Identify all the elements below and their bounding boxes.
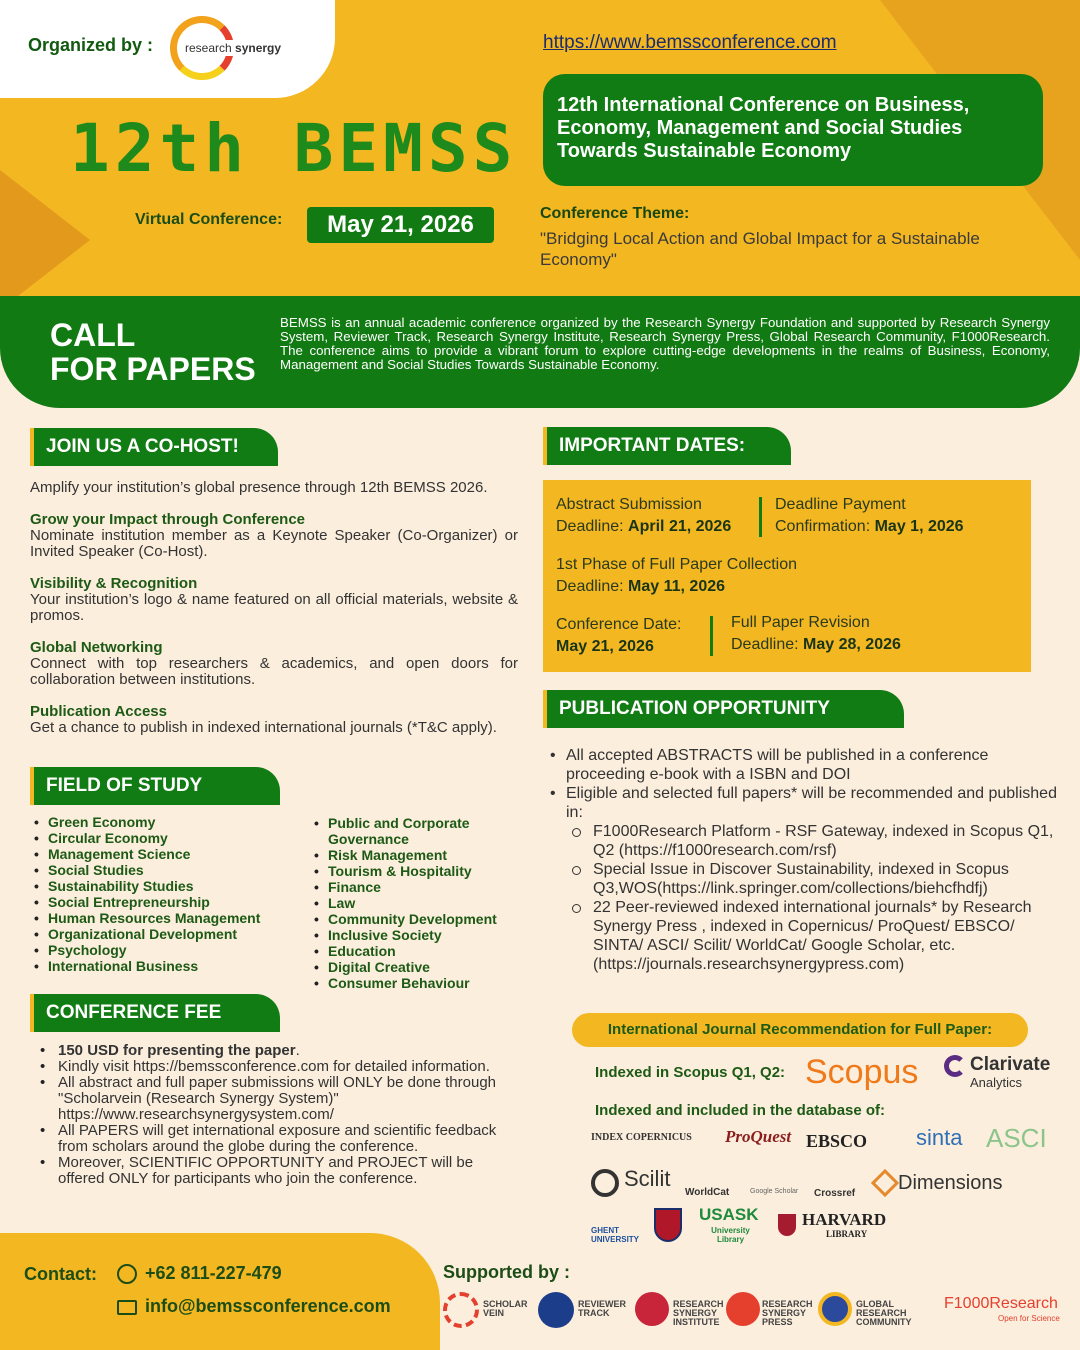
payment-deadline: Deadline Payment Confirmation: May 1, 2026 xyxy=(775,496,964,535)
scholarvein-logo: SCHOLAR VEIN xyxy=(483,1299,528,1318)
cohost-heading: JOIN US A CO-HOST! xyxy=(34,428,278,466)
list-item: • All accepted ABSTRACTS will be published in a conference proceeding e-book with a ISBN and DOI xyxy=(548,746,1060,784)
scilit-logo: Scilit xyxy=(624,1166,671,1191)
theme-label: Conference Theme: xyxy=(540,205,690,222)
field-list xyxy=(310,815,525,991)
global-research-community-logo: GLOBAL RESEARCH COMMUNITY xyxy=(856,1299,912,1327)
rs-institute-logo: RESEARCH SYNERGY INSTITUTE xyxy=(673,1299,724,1327)
field-item: • Circular Economy xyxy=(30,830,310,846)
publication-list xyxy=(548,746,1060,974)
field-item: • Tourism & Hospitality xyxy=(310,863,525,879)
reviewer-track-logo: REVIEWER TRACK xyxy=(578,1299,627,1318)
list-item: 22 Peer-reviewed indexed international journals* by Research Synergy Press , indexed in Copernicus/ ProQuest/ EBSCO/ SINTA/ ASCI/ Scilit/ WorldCat/ Google Scholar, etc. (https://journals.researchsynergypress.com) xyxy=(566,898,1060,974)
cohost-intro: Amplify your institution’s global presence through 12th BEMSS 2026. xyxy=(30,479,488,496)
cohost-item: Publication Access Get a chance to publish in indexed international journals (*T&C apply). xyxy=(30,703,497,736)
clarivate-logo: Clarivate Analytics xyxy=(970,1054,1051,1090)
list-item: F1000Research Platform - RSF Gateway, indexed in Scopus Q1, Q2 (https://f1000research.com/rsf) xyxy=(566,822,1060,860)
contact-panel xyxy=(0,1233,440,1350)
ghent-university-logo: GHENT UNIVERSITY xyxy=(591,1226,640,1244)
university-library-logo: University Library xyxy=(711,1226,750,1244)
field-item: • Consumer Behaviour xyxy=(310,975,525,991)
field-item: • Education xyxy=(310,943,525,959)
clarivate-icon xyxy=(944,1055,966,1077)
harvard-library-logo: LIBRARY xyxy=(826,1229,868,1239)
field-item: • Psychology xyxy=(30,942,310,958)
list-item: • All abstract and full paper submissions will ONLY be done through "Scholarvein (Research Synergy System)" https://www.researchsynergysystem.com/ xyxy=(30,1075,520,1123)
call-description: BEMSS is an annual academic conference organized by the Research Synergy Foundation and supported by Research Synergy System, Reviewer Track, Research Synergy Institute, Research Synergy Press, Global Research Community, F1000Research. The conference aims to provide a vibrant forum to explore cutting-edge developments in the realms of Business, Economy, Management and Social Studies Towards Sustainable Economy. xyxy=(280,315,1050,372)
index-copernicus-logo: INDEX COPERNICUS xyxy=(591,1132,692,1143)
page-title: 12th BEMSS xyxy=(70,110,518,187)
field-item: • Human Resources Management xyxy=(30,910,310,926)
field-item: • Green Economy xyxy=(30,814,310,830)
global-research-community-icon xyxy=(818,1292,852,1326)
publication-heading: PUBLICATION OPPORTUNITY xyxy=(547,690,904,728)
theme-text: "Bridging Local Action and Global Impact for a Sustainable Economy" xyxy=(540,229,980,269)
field-item: • International Business xyxy=(30,958,310,974)
cohost-item: Grow your Impact through Conference Nominate institution member as a Keynote Speaker (Co-Organizer) or Invited Speaker (Co-Host). xyxy=(30,511,518,560)
whatsapp-icon xyxy=(117,1264,137,1284)
field-item: • Management Science xyxy=(30,846,310,862)
ebsco-logo: EBSCO xyxy=(806,1131,868,1151)
list-item: • All PAPERS will get international exposure and scientific feedback from scholars around the globe during the conference. xyxy=(30,1123,520,1155)
field-item: • Social Entrepreneurship xyxy=(30,894,310,910)
sinta-logo: sinta xyxy=(916,1125,963,1150)
harvard-shield-icon xyxy=(778,1214,796,1236)
cohost-item: Global Networking Connect with top researchers & academics, and open doors for collaboration between institutions. xyxy=(30,639,518,688)
list-item: • 150 USD for presenting the paper. xyxy=(30,1043,520,1059)
call-for-papers-heading: CALL FOR PAPERS xyxy=(50,317,256,387)
dimensions-logo: Dimensions xyxy=(898,1172,1003,1194)
field-item: • Public and Corporate Governance xyxy=(310,815,525,847)
f1000research-logo: F1000Research xyxy=(944,1295,1058,1312)
phase-deadline: 1st Phase of Full Paper Collection Deadline: May 11, 2026 xyxy=(556,556,798,595)
f1000-tagline: Open for Science xyxy=(998,1314,1060,1323)
conference-date: Conference Date: May 21, 2026 xyxy=(556,616,682,655)
field-item: • Sustainability Studies xyxy=(30,878,310,894)
field-item: • Risk Management xyxy=(310,847,525,863)
divider xyxy=(710,616,713,656)
rs-press-icon xyxy=(726,1292,760,1326)
decor-triangle xyxy=(0,170,90,310)
divider xyxy=(759,497,762,537)
list-item: • Eligible and selected full papers* will be recommended and published in: F1000Research Platform - RSF Gateway, indexed in Scopus Q1, Q2 (https://f1000research.com/rsf) Special Issue in Discover Sustainability, indexed in Scopus Q3,WOS(https://link.springer.com/collections/biehcfhdfj) 22 Peer-reviewed indexed international journals* by Research Synergy Press , indexed in Copernicus/ ProQuest/ EBSCO/ SINTA/ ASCI/ Scilit/ WorldCat/ Google Scholar, etc. (https://journals.researchsynergypress.com) xyxy=(548,784,1060,974)
google-scholar-logo: Google Scholar xyxy=(750,1188,799,1195)
field-item: • Social Studies xyxy=(30,862,310,878)
crossref-logo: Crossref xyxy=(814,1188,856,1199)
mail-icon xyxy=(117,1300,137,1315)
conference-fee-heading: CONFERENCE FEE xyxy=(34,994,280,1032)
website-link[interactable]: https://www.bemssconference.com xyxy=(543,32,837,53)
field-item: • Organizational Development xyxy=(30,926,310,942)
cohost-item: Visibility & Recognition Your institution’s logo & name featured on all official materials, website & promos. xyxy=(30,575,518,624)
usask-logo: USASK xyxy=(699,1205,759,1224)
supported-by-label: Supported by : xyxy=(443,1262,570,1282)
revision-deadline: Full Paper Revision Deadline: May 28, 2026 xyxy=(731,614,901,653)
organizer-logo-text: research synergy xyxy=(185,41,282,55)
rs-institute-icon xyxy=(635,1292,669,1326)
scilit-icon xyxy=(591,1169,619,1197)
cohost-section xyxy=(30,480,518,736)
important-dates-heading: IMPORTANT DATES: xyxy=(547,427,791,465)
dimensions-icon xyxy=(871,1169,899,1197)
proquest-logo: ProQuest xyxy=(725,1127,792,1146)
list-item: • Moreover, SCIENTIFIC OPPORTUNITY and PROJECT will be offered ONLY for participants who join the conference. xyxy=(30,1155,520,1187)
harvard-logo: HARVARD xyxy=(802,1210,887,1229)
field-item: • Law xyxy=(310,895,525,911)
field-item: • Community Development xyxy=(310,911,525,927)
phone-contact[interactable]: +62 811-227-479 xyxy=(117,1263,282,1284)
list-item: Special Issue in Discover Sustainability, indexed in Scopus Q3,WOS(https://link.springer.com/collections/biehcfhdfj) xyxy=(566,860,1060,898)
organized-by-label: Organized by : xyxy=(28,35,154,55)
university-crest-icon xyxy=(654,1208,682,1242)
fee-list xyxy=(30,1043,520,1187)
email-contact[interactable]: info@bemssconference.com xyxy=(117,1296,391,1317)
field-of-study-heading: FIELD OF STUDY xyxy=(34,767,280,805)
abstract-deadline: Abstract Submission Deadline: April 21, 2026 xyxy=(556,496,732,535)
reviewer-track-icon xyxy=(538,1292,574,1328)
field-item: • Digital Creative xyxy=(310,959,525,975)
scholarvein-icon xyxy=(443,1292,479,1328)
journal-recommendation-banner: International Journal Recommendation for Full Paper: xyxy=(572,1013,1028,1047)
scopus-logo: Scopus xyxy=(805,1053,919,1091)
field-list xyxy=(30,814,310,974)
sub-list xyxy=(566,822,1060,974)
conference-date-badge: May 21, 2026 xyxy=(307,207,494,243)
conference-name-box: 12th International Conference on Business, Economy, Management and Social Studies Towards Sustainable Economy xyxy=(543,74,1043,186)
rs-press-logo: RESEARCH SYNERGY PRESS xyxy=(762,1299,813,1327)
list-item: • Kindly visit https://bemssconference.com for detailed information. xyxy=(30,1059,520,1075)
database-label: Indexed and included in the database of: xyxy=(595,1102,886,1119)
asci-logo: ASCI xyxy=(986,1123,1047,1153)
scopus-label: Indexed in Scopus Q1, Q2: xyxy=(595,1064,786,1081)
field-item: • Inclusive Society xyxy=(310,927,525,943)
virtual-label: Virtual Conference: xyxy=(135,211,283,228)
contact-label: Contact: xyxy=(24,1264,97,1284)
field-item: • Finance xyxy=(310,879,525,895)
worldcat-logo: WorldCat xyxy=(685,1187,730,1198)
